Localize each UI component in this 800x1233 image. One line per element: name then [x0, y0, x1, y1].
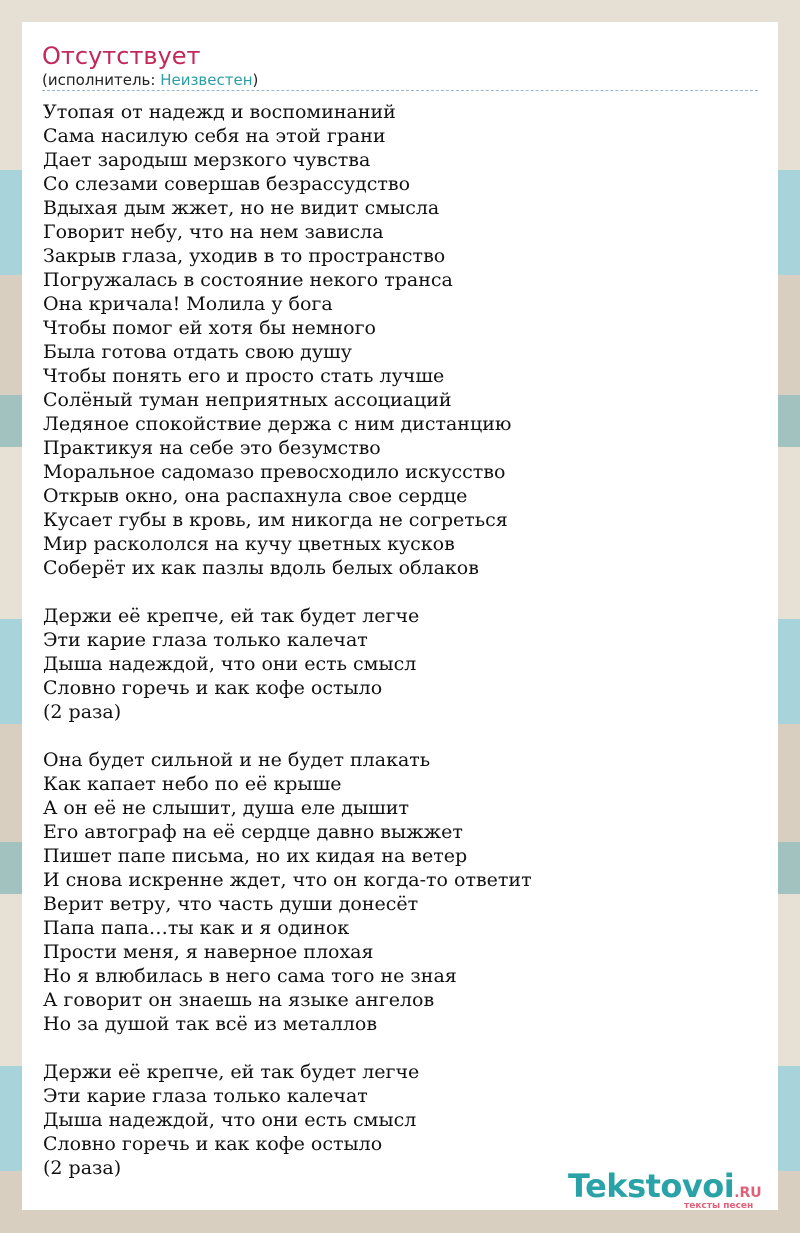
logo-domain: .RU [734, 1185, 762, 1201]
lyric-line: Солёный туман неприятных ассоциаций [43, 389, 452, 411]
lyric-line: Сама насилую себя на этой грани [43, 125, 386, 147]
lyric-line: Соберёт их как пазлы вдоль белых облаков [43, 557, 479, 579]
artist-suffix: ) [252, 71, 259, 89]
lyric-line: Словно горечь и как кофе остыло [43, 1133, 383, 1155]
lyric-line: Дыша надеждой, что они есть смысл [43, 1109, 417, 1131]
lyric-line [43, 724, 532, 748]
artist-link[interactable]: Неизвестен [160, 71, 253, 89]
lyric-line: Она будет сильной и не будет плакать [43, 749, 431, 771]
artist-line [42, 70, 258, 90]
lyric-line: Кусает губы в кровь, им никогда не согреться [43, 509, 508, 531]
logo-name: Tekstovoi [568, 1167, 735, 1205]
lyric-line: Чтобы понять его и просто стать лучше [43, 365, 445, 387]
lyric-line: Верит ветру, что часть души донесёт [43, 893, 419, 915]
logo-tagline: тексты песен [684, 1201, 754, 1211]
site-logo[interactable] [568, 1168, 778, 1210]
lyric-line: Моральное садомазо превосходило искусство [43, 461, 506, 483]
lyric-line [43, 580, 532, 604]
lyric-line: Погружалась в состояние некого транса [43, 269, 453, 291]
artist-prefix: (исполнитель: [42, 71, 161, 89]
lyric-line: Она кричала! Молила у бога [43, 293, 333, 315]
lyric-line: Эти карие глаза только калечат [43, 1085, 368, 1107]
lyric-line: Чтобы помог ей хотя бы немного [43, 317, 376, 339]
lyric-line: А говорит он знаешь на языке ангелов [43, 989, 435, 1011]
lyric-line: Дает зародыш мерзкого чувства [43, 149, 371, 171]
lyric-line: Как капает небо по её крыше [43, 773, 342, 795]
lyric-line: (2 раза) [43, 1157, 122, 1179]
song-title: Отсутствует [42, 42, 201, 70]
lyric-line: Вдыхая дым жжет, но не видит смысла [43, 197, 440, 219]
lyrics-card [22, 22, 778, 1210]
lyric-line: Держи её крепче, ей так будет легче [43, 605, 420, 627]
lyric-line: Практикуя на себе это безумство [43, 437, 381, 459]
lyrics-body [43, 100, 532, 1180]
lyric-line: Ледяное спокойствие держа с ним дистанцию [43, 413, 512, 435]
lyric-line: Утопая от надежд и воспоминаний [43, 101, 396, 123]
lyric-line: Мир раскололся на кучу цветных кусков [43, 533, 455, 555]
lyric-line: Закрыв глаза, уходив в то пространство [43, 245, 446, 267]
lyric-line: Но я влюбилась в него сама того не зная [43, 965, 457, 987]
lyric-line: Прости меня, я наверное плохая [43, 941, 374, 963]
lyric-line [43, 1036, 532, 1060]
lyric-line: Словно горечь и как кофе остыло [43, 677, 383, 699]
lyric-line: Пишет папе письма, но их кидая на ветер [43, 845, 468, 867]
lyric-line: А он её не слышит, душа еле дышит [43, 797, 409, 819]
lyric-line: Но за душой так всё из металлов [43, 1013, 378, 1035]
lyric-line: Держи её крепче, ей так будет легче [43, 1061, 420, 1083]
lyric-line: Говорит небу, что на нем зависла [43, 221, 384, 243]
lyric-line: Эти карие глаза только калечат [43, 629, 368, 651]
lyric-line: (2 раза) [43, 701, 122, 723]
lyric-line: Его автограф на её сердце давно выжжет [43, 821, 463, 843]
lyric-line: Открыв окно, она распахнула свое сердце [43, 485, 468, 507]
lyric-line: Была готова отдать свою душу [43, 341, 352, 363]
lyric-line: Папа папа…ты как и я одинок [43, 917, 350, 939]
title-divider [42, 90, 758, 91]
lyric-line: И снова искренне ждет, что он когда-то ответит [43, 869, 532, 891]
lyric-line: Дыша надеждой, что они есть смысл [43, 653, 417, 675]
lyric-line: Со слезами совершав безрассудство [43, 173, 411, 195]
